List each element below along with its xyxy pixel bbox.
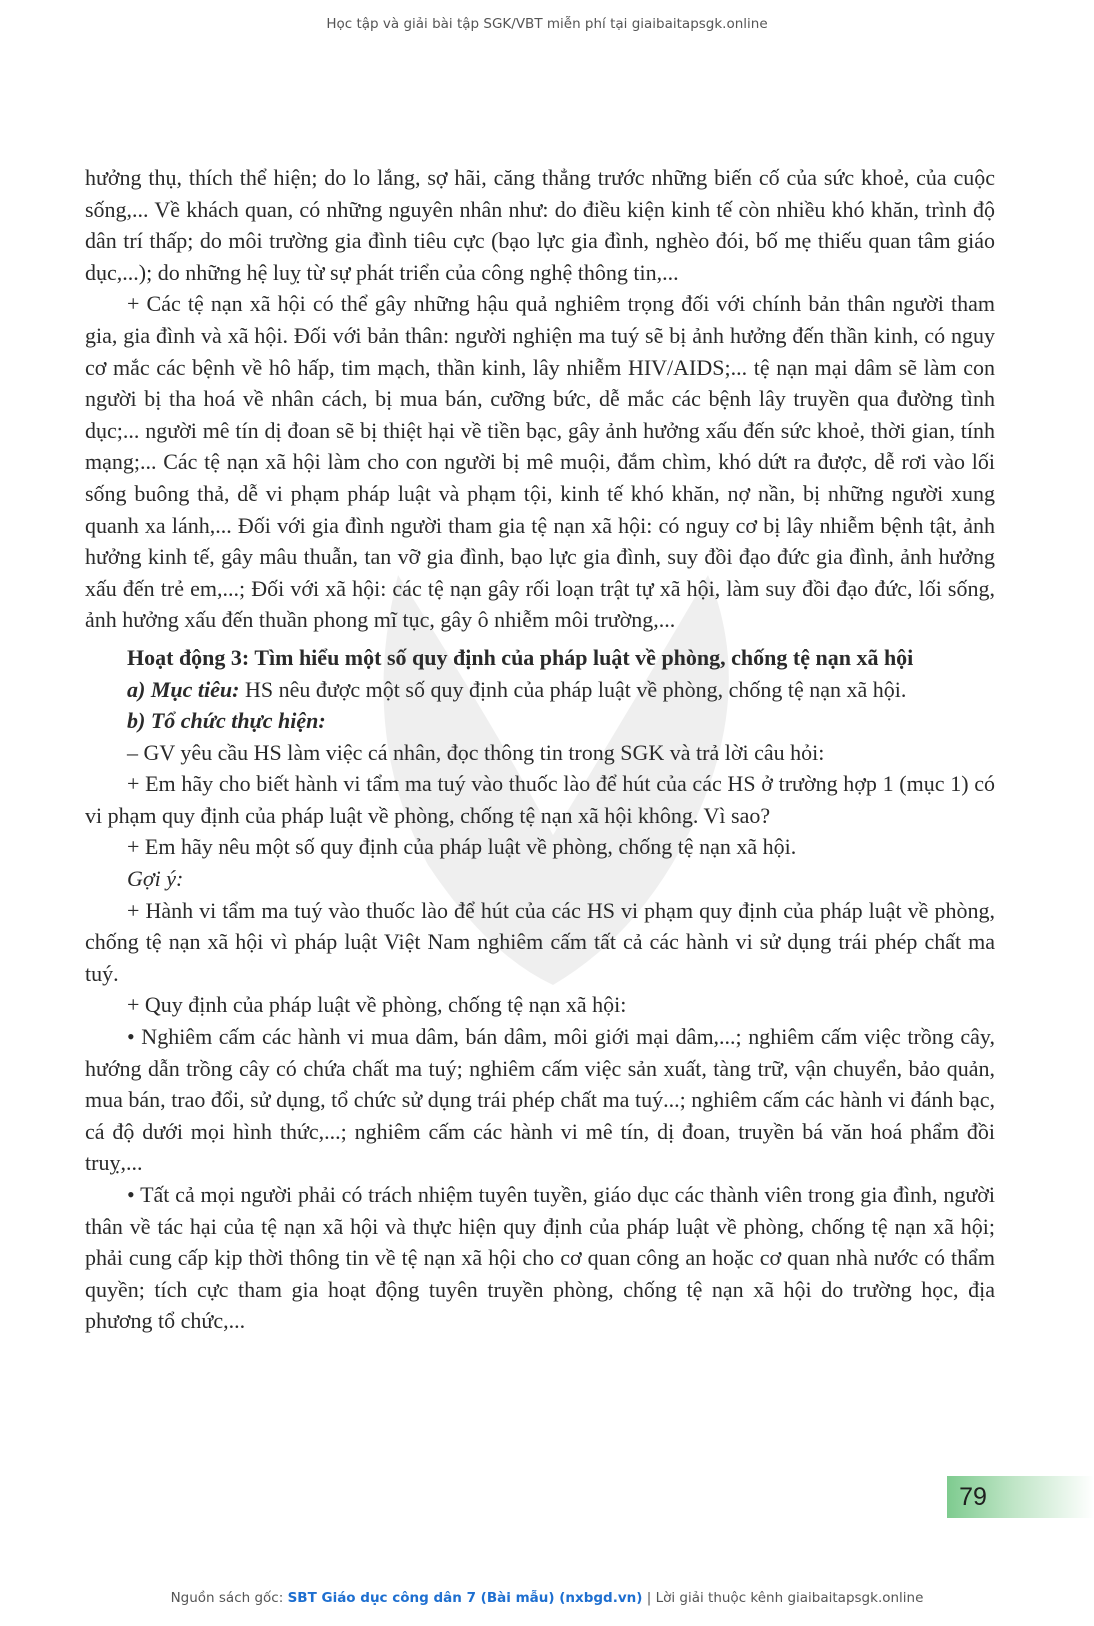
answer-1: + Hành vi tẩm ma tuý vào thuốc lào để hút của các HS vi phạm quy định của pháp luật về phòng, chống tệ nạn xã hội vì pháp luật Việt Nam nghiêm cấm tất cả các hành vi sử dụng trái phép chất ma tuý. (85, 897, 995, 986)
paragraph-causes: hưởng thụ, thích thể hiện; do lo lắng, sợ hãi, căng thẳng trước những biến cố của sức khoẻ, của cuộc sống,... Về khách quan, có những nguyên nhân như: do điều kiện kinh tế còn nhiều khó khăn, trình độ dân trí thấp; do môi trường gia đình tiêu cực (bạo lực gia đình, nghèo đói, bố mẹ thiếu quan tâm giáo dục,...); do những hệ luỵ từ sự phát triển của công nghệ thông tin,... (85, 165, 995, 285)
top-banner: Học tập và giải bài tập SGK/VBT miễn phí tại giaibaitapsgk.online (326, 16, 768, 32)
regulation-bullet-1: • Nghiêm cấm các hành vi mua dâm, bán dâm, môi giới mại dâm,...; nghiêm cấm việc trồng cây, hướng dẫn trồng cây có chứa chất ma tuý; nghiêm cấm việc sản xuất, tàng trữ, vận chuyển, bảo quản, mua bán, trao đổi, sử dụng, tổ chức sử dụng trái phép chất ma tuý...; nghiêm cấm các hành vi đánh bạc, cá độ dưới mọi hình thức,...; nghiêm cấm các hành vi mê tín, dị đoan, truyền bá văn hoá phẩm đồi truỵ,... (85, 1024, 995, 1176)
regulation-bullet-2: • Tất cả mọi người phải có trách nhiệm tuyên tuyền, giáo dục các thành viên trong gia đình, người thân về tác hại của tệ nạn xã hội và thực hiện quy định của pháp luật về phòng, chống tệ nạn xã hội; phải cung cấp kịp thời thông tin về tệ nạn xã hội cho cơ quan công an hoặc cơ quan nhà nước có thẩm quyền; tích cực tham gia hoạt động tuyên truyền phòng, chống tệ nạn xã hội do trường học, địa phương tổ chức,... (85, 1182, 995, 1334)
goal-text: HS nêu được một số quy định của pháp luật về phòng, chống tệ nạn xã hội. (239, 676, 907, 702)
hint-label: Gợi ý: (127, 866, 184, 892)
organization-label: b) Tổ chức thực hiện: (127, 708, 326, 734)
task-intro: – GV yêu cầu HS làm việc cá nhân, đọc thông tin trong SGK và trả lời câu hỏi: (127, 739, 825, 765)
document-body (85, 162, 995, 1337)
activity-3-heading: Hoạt động 3: Tìm hiểu một số quy định của pháp luật về phòng, chống tệ nạn xã hội (127, 644, 914, 670)
goal-paragraph (85, 674, 995, 706)
question-2: + Em hãy nêu một số quy định của pháp luật về phòng, chống tệ nạn xã hội. (127, 834, 797, 860)
goal-label: a) Mục tiêu: (127, 676, 240, 702)
question-1: + Em hãy cho biết hành vi tẩm ma tuý vào thuốc lào để hút của các HS ở trường hợp 1 (mục 1) có vi phạm quy định của pháp luật về phòng, chống tệ nạn xã hội không. Vì sao? (85, 771, 995, 828)
page-number: 79 (959, 1483, 987, 1511)
paragraph-consequences: + Các tệ nạn xã hội có thể gây những hậu quả nghiêm trọng đối với chính bản thân người tham gia, gia đình và xã hội. Đối với bản thân: người nghiện ma tuý sẽ bị ảnh hưởng đến thần kinh, có nguy cơ mắc các bệnh về hô hấp, tim mạch, thần kinh, lây nhiễm HIV/AIDS;... tệ nạn mại dâm sẽ làm con người bị tha hoá về nhân cách, bị mua bán, cưỡng bức, dễ mắc các bệnh lây truyền qua đường tình dục;... người mê tín dị đoan sẽ bị thiệt hại về tiền bạc, gây ảnh hưởng xấu đến sức khoẻ, thời gian, tính mạng;... Các tệ nạn xã hội làm cho con người bị mê muội, đắm chìm, khó dứt ra được, dễ rơi vào lối sống buông thả, dễ vi phạm pháp luật và phạm tội, kinh tế khó khăn, nợ nần, bị những người xung quanh xa lánh,... Đối với gia đình người tham gia tệ nạn xã hội: có nguy cơ bị lây nhiễm bệnh tật, ảnh hưởng kinh tế, gây mâu thuẫn, tan vỡ gia đình, bạo lực gia đình, suy đồi đạo đức gia đình, ảnh hưởng xấu đến trẻ em,...; Đối với xã hội: các tệ nạn gây rối loạn trật tự xã hội, làm suy đồi đạo đức, lối sống, ảnh hưởng xấu đến thuần phong mĩ tục, gây ô nhiễm môi trường,... (85, 291, 995, 633)
credit-prefix: Nguồn sách gốc: (170, 1590, 288, 1606)
source-book-link[interactable]: SBT Giáo dục công dân 7 (Bài mẫu) (nxbgd.vn) (287, 1590, 643, 1606)
source-credit-footer (0, 1590, 1094, 1606)
credit-suffix: | Lời giải thuộc kênh giaibaitapsgk.online (642, 1590, 924, 1606)
answer-2: + Quy định của pháp luật về phòng, chống tệ nạn xã hội: (127, 992, 627, 1018)
